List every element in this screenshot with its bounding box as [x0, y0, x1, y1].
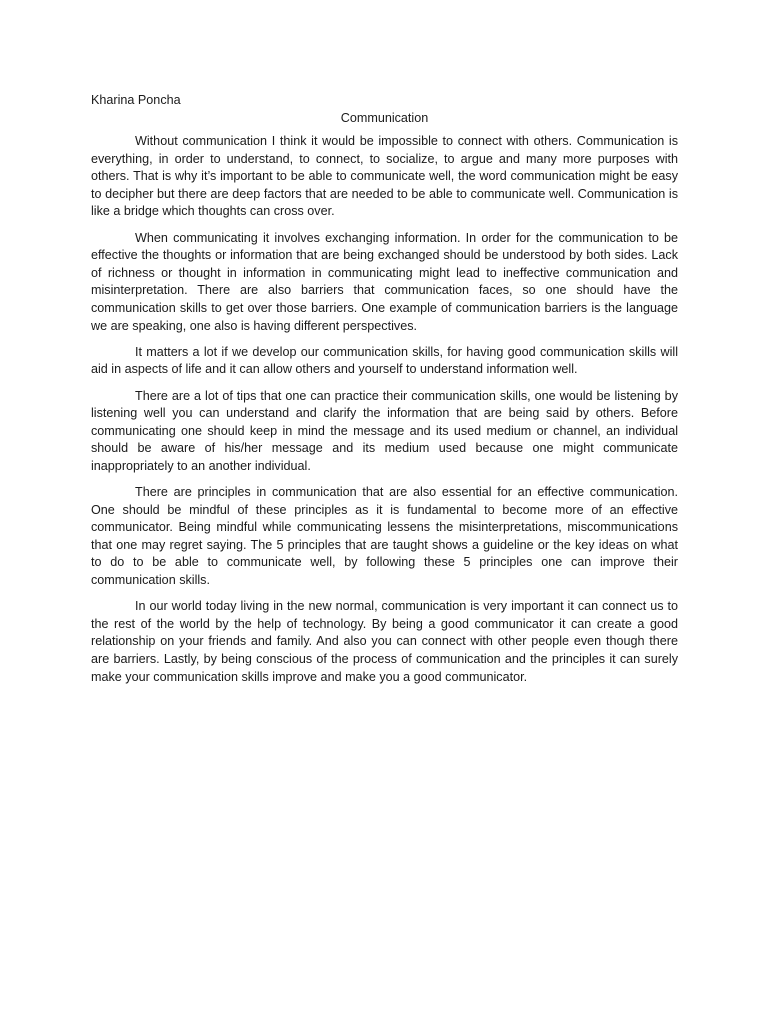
paragraph-5: There are principles in communication that are also essential for an effective communication. One should be mindful of these principles as it is fundamental to become more of an effective communicator. Being mindful while communicating lessens the misinterpretations, miscommunications that one may regret saying. The 5 principles that are taught shows a guideline or the key ideas on what to do to be able to communicate well, by following these 5 principles one can improve their communication skills.	[91, 485, 678, 588]
document-page	[91, 92, 678, 695]
paragraph-1: Without communication I think it would be impossible to connect with others. Communication is everything, in order to understand, to connect, to socialize, to argue and many more purposes with others. That is why it’s important to be able to communicate well, the word communication might be easy to decipher but there are deep factors that are needed to be able to communicate well. Communication is like a bridge which thoughts can cross over.	[91, 134, 678, 219]
paragraph-2: When communicating it involves exchanging information. In order for the communication to be effective the thoughts or information that are being exchanged should be understood by both sides. Lack of richness or thought in information in communicating might lead to ineffective communication and misinterpretation. There are also barriers that communication faces, so one should have the communication skills to get over those barriers. One example of communication barriers is the language we are speaking, one also is having different perspectives.	[91, 230, 678, 333]
paragraph-4: There are a lot of tips that one can practice their communication skills, one would be listening by listening well you can understand and clarify the information that are being said by others. Before communicating one should keep in mind the message and its used medium or channel, an individual should be aware of his/her message and its medium used because one might communicate inappropriately to an another individual.	[91, 388, 678, 473]
document-title: Communication	[340, 110, 429, 125]
paragraph-6: In our world today living in the new normal, communication is very important it can connect us to the rest of the world by the help of technology. By being a good communicator it can create a good relationship on your friends and family. And also you can connect with other people even though there are barriers. Lastly, by being conscious of the process of communication and the principles it can surely make your communication skills improve and make you a good communicator.	[91, 599, 678, 684]
author-name: Kharina Poncha	[91, 93, 181, 107]
paragraph-3: It matters a lot if we develop our communication skills, for having good communication skills will aid in aspects of life and it can allow others and yourself to understand information well.	[91, 344, 678, 377]
